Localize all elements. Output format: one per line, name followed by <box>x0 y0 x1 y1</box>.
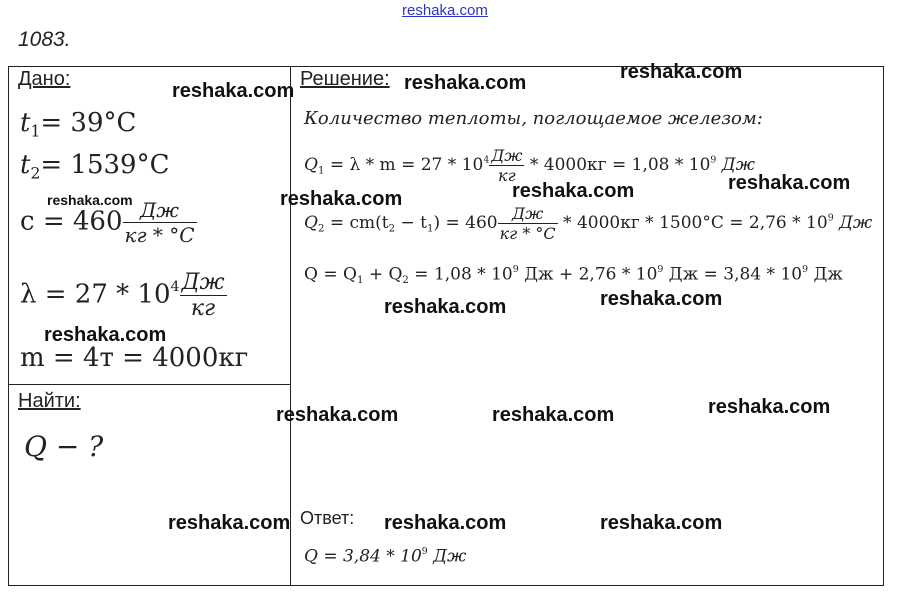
equation-q-total: $Q = Q_1 + Q_2 = 1,08 * 10^9$ Дж + $2,76 * 10^9$ Дж = $3,84 * 10^9$ Дж <box>304 264 843 287</box>
watermark: reshaka.com <box>44 324 167 346</box>
column-divider <box>290 66 291 586</box>
solution-intro: Количество теплоты, поглощаемое железом: <box>304 108 763 129</box>
watermark: reshaka.com <box>600 288 723 310</box>
watermark: reshaka.com <box>172 80 295 102</box>
find-label: Найти: <box>18 390 81 412</box>
given-t1: $t_1= 39^\circ C$ <box>20 108 137 141</box>
given-mass: m = 4т = 4000кг <box>20 343 249 373</box>
watermark: reshaka.com <box>280 188 403 210</box>
watermark: reshaka.com <box>47 192 133 208</box>
watermark: reshaka.com <box>404 72 527 94</box>
watermark: reshaka.com <box>512 180 635 202</box>
answer-label: Ответ: <box>300 508 355 528</box>
watermark: reshaka.com <box>620 61 743 83</box>
watermark: reshaka.com <box>384 296 507 318</box>
watermark: reshaka.com <box>708 396 831 418</box>
watermark: reshaka.com <box>384 512 507 534</box>
watermark: reshaka.com <box>276 404 399 426</box>
find-quantity: Q − ? <box>24 430 104 463</box>
given-specific-heat: c = 460 $\frac{Дж}{кг * ^\circ C}$ <box>20 198 195 247</box>
given-label: Дано: <box>18 68 71 90</box>
given-t2: $t_2= 1539^\circ C$ <box>20 150 170 183</box>
given-latent-heat: $\lambda = 27 * 10^4$ $\frac{Дж}{кг}$ <box>20 270 225 321</box>
answer-value: $Q = 3,84 * 10^9$ Дж <box>304 546 467 567</box>
solution-label: Решение: <box>300 68 390 90</box>
equation-q2: $Q_2 = cm(t_2 - t_1) = 460$ $\frac{Дж}{кг * ^\circ C}$ * $4000кг * 1500^\circ C = 2,76 * 10^9$ Дж <box>304 204 873 243</box>
watermark: reshaka.com <box>600 512 723 534</box>
given-find-divider <box>8 384 290 385</box>
watermark: reshaka.com <box>168 512 291 534</box>
watermark: reshaka.com <box>492 404 615 426</box>
problem-number: 1083. <box>18 28 71 51</box>
watermark: reshaka.com <box>728 172 851 194</box>
equation-q1: $Q_1 = \lambda * m = 27 * 10^4$ $\frac{Дж}{кг}$ * $4000кг = 1,08 * 10^9$ Дж <box>304 146 755 185</box>
site-link[interactable]: reshaka.com <box>402 2 488 19</box>
